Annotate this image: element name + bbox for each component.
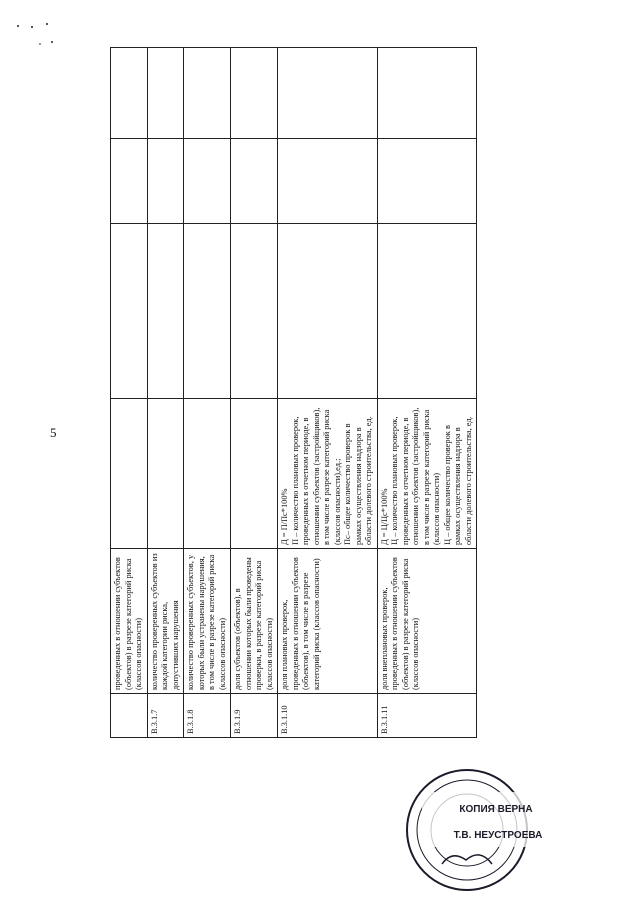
cell-indicator-name: доля плановых проверок, проведенных в отношении субъектов (объектов), в том числе в разрезе категорий риска (классов опасности) <box>278 549 378 694</box>
cell-indicator-name: количество проверенных субъектов, у которых были устранены нарушения, в том числе в разрезе категорий риска (классов опасности) <box>184 549 231 694</box>
cell-empty <box>377 139 477 224</box>
cell-formula <box>111 399 148 549</box>
cell-empty <box>231 139 278 224</box>
rotated-table-container <box>110 48 473 738</box>
table-row <box>147 48 184 738</box>
table-row <box>377 48 477 738</box>
table-row <box>231 48 278 738</box>
svg-text:КОПИЯ ВЕРНА: КОПИЯ ВЕРНА <box>459 804 533 815</box>
page-number: 5 <box>50 425 57 440</box>
cell-formula: Д = П/Пс*100% П – количество плановых проверок, проведенных в отчетном периоде, в отношении субъектов (застройщиков), в том числе в разрезе категорий риска (классов опасности),ед.; Пс– общее количество проверок в рамках осуществления надзора в области долевого строительства, ед. <box>278 399 378 549</box>
cell-empty <box>278 224 378 399</box>
official-stamp <box>402 752 562 902</box>
cell-empty <box>111 48 148 139</box>
table-row <box>278 48 378 738</box>
cell-formula <box>231 399 278 549</box>
cell-empty <box>147 139 184 224</box>
stamp-seal-graphic <box>402 752 562 902</box>
cell-indicator-name: доля внеплановых проверок, проведенных в отношении субъектов (объектов) в разрезе категорий риска (классов опасности) <box>377 549 477 694</box>
cell-empty <box>278 139 378 224</box>
cell-empty <box>377 224 477 399</box>
cell-code: В.3.1.7 <box>147 694 184 738</box>
cell-empty <box>278 48 378 139</box>
cell-empty <box>184 48 231 139</box>
cell-code: В.3.1.11 <box>377 694 477 738</box>
cell-code: В.3.1.8 <box>184 694 231 738</box>
table-row <box>111 48 148 738</box>
cell-empty <box>184 224 231 399</box>
cell-formula: Д = Ц/Цс*100% Ц – количество плановых проверок, проведенных в отчетном периоде, в отношении субъектов (застройщиков), в том числе в разрезе категорий риска (классов опасности) Ц – общее количество проверок в рамках осуществления надзора в области долевого строительства, ед. <box>377 399 477 549</box>
cell-empty <box>377 48 477 139</box>
cell-empty <box>147 224 184 399</box>
table-row <box>184 48 231 738</box>
cell-indicator-name: доля субъектов (объектов), в отношении которых были проведены проверки, в разрезе категорий риска (классов опасности) <box>231 549 278 694</box>
cell-code <box>111 694 148 738</box>
cell-empty <box>147 48 184 139</box>
indicators-table <box>110 47 477 738</box>
cell-empty <box>231 48 278 139</box>
svg-text:Т.В. НЕУСТРОЕВА: Т.В. НЕУСТРОЕВА <box>453 830 543 841</box>
scan-specks <box>14 14 74 54</box>
cell-empty <box>231 224 278 399</box>
cell-empty <box>111 139 148 224</box>
cell-empty <box>184 139 231 224</box>
cell-code: В.3.1.9 <box>231 694 278 738</box>
cell-code: В.3.1.10 <box>278 694 378 738</box>
cell-indicator-name: проведенных в отношении субъектов (объектов) в разрезе категорий риска (классов опасности) <box>111 549 148 694</box>
cell-empty <box>111 224 148 399</box>
cell-formula <box>147 399 184 549</box>
cell-indicator-name: количество проверенных субъектов из каждой категории риска, допустивших нарушения <box>147 549 184 694</box>
cell-formula <box>184 399 231 549</box>
